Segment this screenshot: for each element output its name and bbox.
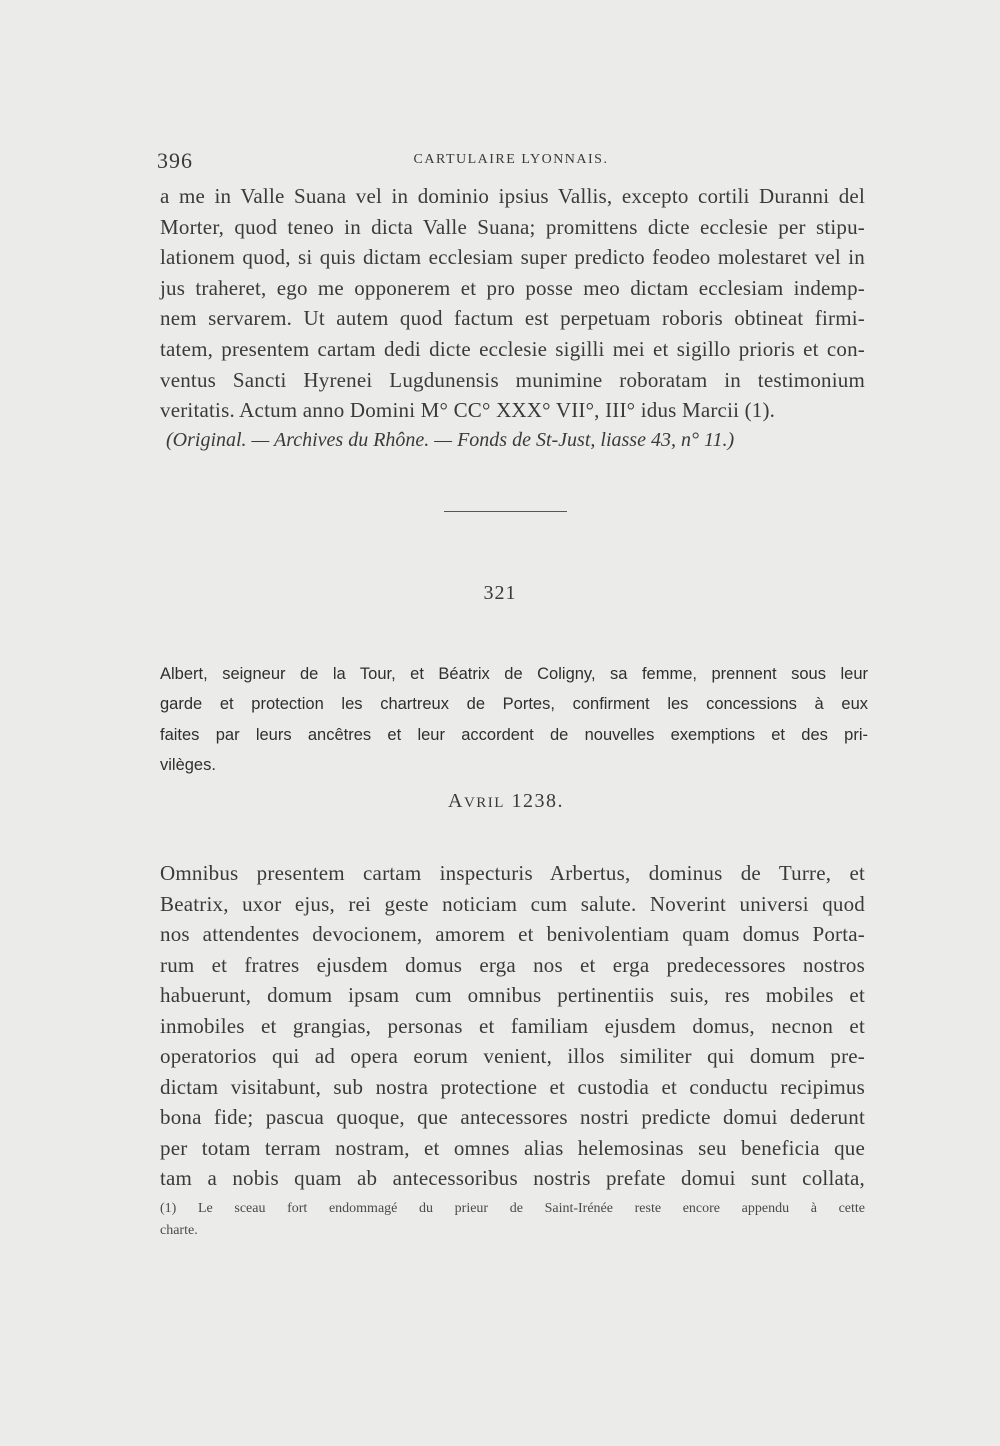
footnote-line: charte. bbox=[160, 1223, 198, 1238]
text-line: Beatrix, uxor ejus, rei geste noticiam cum salute. Noverint universi quod bbox=[160, 891, 865, 916]
text-line: operatorios qui ad opera eorum venient, illos similiter qui domum pre- bbox=[160, 1044, 865, 1068]
page-number: 396 bbox=[157, 148, 193, 173]
page-header bbox=[157, 148, 865, 178]
text-line: tam a nobis quam ab antecessoribus nostris prefate domui sunt collata, bbox=[160, 1166, 865, 1190]
document-number: 321 bbox=[483, 582, 517, 604]
text-line: Morter, quod teneo in dicta Valle Suana; promittens dicte ecclesie per stipu- bbox=[160, 214, 865, 239]
running-head: CARTULAIRE LYONNAIS. bbox=[413, 152, 609, 167]
text-line: tatem, presentem cartam dedi dicte ecclesie sigilli mei et sigillo prioris et con- bbox=[160, 336, 865, 361]
text-line: nos attendentes devocionem, amorem et benivolentiam quam domus Porta- bbox=[160, 922, 865, 946]
date-year: 1238. bbox=[511, 790, 564, 812]
charter-summary bbox=[160, 659, 868, 781]
date-month-initial: A bbox=[448, 790, 464, 812]
summary-line: faites par leurs ancêtres et leur accordent de nouvelles exemptions et des pri- bbox=[160, 725, 868, 744]
summary-line: vilèges. bbox=[160, 756, 216, 775]
text-line: jus traheret, ego me opponerem et pro posse meo dictam ecclesiam indemp- bbox=[160, 275, 865, 300]
text-line: Omnibus presentem cartam inspecturis Arbertus, dominus de Turre, et bbox=[160, 861, 865, 885]
text-line: a me in Valle Suana vel in dominio ipsius Vallis, excepto cortili Duranni del bbox=[160, 184, 865, 208]
section-divider bbox=[444, 511, 567, 512]
source-citation: (Original. — Archives du Rhône. — Fonds de St-Just, liasse 43, n° 11.) bbox=[166, 429, 735, 451]
text-line: per totam terram nostram, et omnes alias helemosinas seu beneficia que bbox=[160, 1135, 865, 1160]
text-line: veritatis. Actum anno Domini M° CC° XXX° VII°, III° idus Marcii (1). bbox=[160, 398, 776, 423]
summary-line: Albert, seigneur de la Tour, et Béatrix de Coligny, sa femme, prennent sous leur bbox=[160, 665, 868, 683]
footnote-line: (1) Le sceau fort endommagé du prieur de Saint-Irénée reste encore appendu à cette bbox=[160, 1201, 865, 1216]
charter-text bbox=[160, 858, 865, 1194]
text-line: nem servarem. Ut autem quod factum est perpetuam roboris obtineat firmi- bbox=[160, 306, 865, 331]
charter-continuation-text bbox=[160, 181, 865, 426]
text-line: inmobiles et grangias, personas et familiam ejusdem domus, necnon et bbox=[160, 1013, 865, 1038]
text-line: lationem quod, si quis dictam ecclesiam super predicto feodeo molestaret vel in bbox=[160, 245, 865, 270]
charter-date bbox=[0, 790, 1000, 813]
text-line: ventus Sancti Hyrenei Lugdunensis munimine roboratam in testimonium bbox=[160, 367, 865, 392]
footnote bbox=[160, 1198, 865, 1242]
text-line: habuerunt, domum ipsam cum omnibus pertinentiis suis, res mobiles et bbox=[160, 983, 865, 1007]
summary-line: garde et protection les chartreux de Portes, confirment les concessions à eux bbox=[160, 695, 868, 714]
text-line: bona fide; pascua quoque, que antecessores nostri predicte domui dederunt bbox=[160, 1105, 865, 1129]
date-month-rest: VRIL bbox=[463, 795, 505, 811]
text-line: rum et fratres ejusdem domus erga nos et erga predecessores nostros bbox=[160, 952, 865, 977]
text-line: dictam visitabunt, sub nostra protectione et custodia et conductu recipimus bbox=[160, 1074, 865, 1099]
